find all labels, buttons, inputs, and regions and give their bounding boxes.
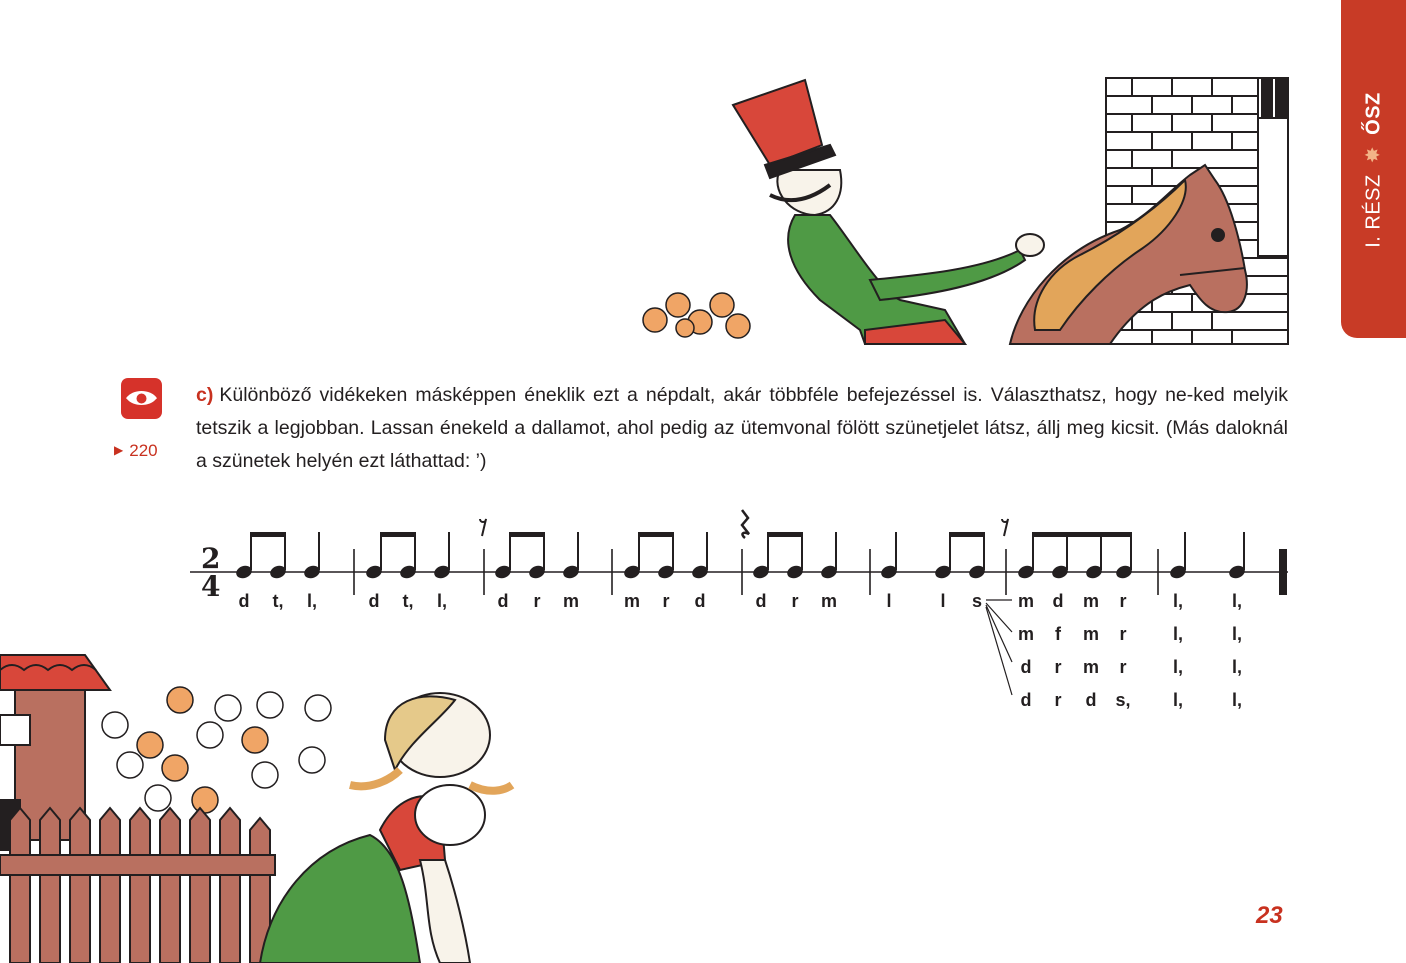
ending-syllable: s, [1115, 690, 1131, 710]
ending-syllable: m [1082, 591, 1100, 611]
ending-syllable: d [1085, 690, 1097, 710]
solfege-syllable: l [886, 591, 892, 611]
solfege-syllable: t, [402, 591, 414, 611]
solfege-syllable: d [694, 591, 706, 611]
solfege-syllable: s [971, 591, 983, 611]
section-label: I. RÉSZ [1362, 174, 1385, 248]
ending-syllable: l, [1231, 624, 1243, 644]
ending-syllable: m [1017, 591, 1035, 611]
ending-syllable: m [1017, 624, 1035, 644]
page-number: 23 [1256, 902, 1283, 929]
solfege-syllable: d [238, 591, 250, 611]
ending-syllable: f [1055, 624, 1061, 644]
solfege-syllable: r [533, 591, 541, 611]
solfege-syllable: l [940, 591, 946, 611]
flower-cluster-bottom [102, 687, 331, 813]
girl [260, 693, 512, 963]
solfege-syllable: l, [306, 591, 318, 611]
solfege-syllable: d [755, 591, 767, 611]
ending-syllable: l, [1172, 690, 1184, 710]
solfege-syllable: d [368, 591, 380, 611]
ending-syllable: m [1082, 657, 1100, 677]
ending-syllable: r [1054, 657, 1062, 677]
ending-syllable: l, [1231, 657, 1243, 677]
ending-syllable: l, [1172, 657, 1184, 677]
ending-syllable: r [1054, 690, 1062, 710]
ending-syllable: l, [1231, 690, 1243, 710]
solfege-syllable: d [497, 591, 509, 611]
solfege-syllable: m [820, 591, 838, 611]
fence [0, 808, 275, 963]
ending-syllable: r [1119, 624, 1127, 644]
ending-syllable: l, [1172, 624, 1184, 644]
ending-syllable: d [1052, 591, 1064, 611]
time-signature-bottom: 4 [201, 570, 221, 603]
ending-syllable: r [1119, 657, 1127, 677]
exercise-label: c) [196, 384, 214, 406]
ending-syllable: r [1119, 591, 1127, 611]
solfege-syllable: r [791, 591, 799, 611]
solfege-syllable: l, [436, 591, 448, 611]
ending-syllable: d [1020, 690, 1032, 710]
ending-syllable: l, [1172, 591, 1184, 611]
solfege-syllable: t, [272, 591, 284, 611]
solfege-syllable: r [662, 591, 670, 611]
ending-syllable: l, [1231, 591, 1243, 611]
solfege-syllable: m [623, 591, 641, 611]
leaf-icon: ✸ [1362, 145, 1385, 164]
triangle-right-icon: ▶ [114, 443, 124, 457]
reference-number: 220 [129, 441, 158, 460]
ending-syllable: d [1020, 657, 1032, 677]
time-signature-top: 2 [201, 542, 221, 575]
season-label: ŐSZ [1362, 92, 1385, 135]
ending-syllable: m [1082, 624, 1100, 644]
exercise-text: Különböző vidékeken másképpen éneklik ezt a népdalt, akár többféle befejezéssel is. Választhatsz, hogy ne-ked melyik tetszik a legjobban. Lassan énekeld a dallamot, ahol pedig az ütemvonal fölött szünetjelet látsz, állj meg kicsit. (Más daloknál a szünetek helyén ezt láthattad: ’) [196, 384, 1288, 472]
solfege-syllable: m [562, 591, 580, 611]
